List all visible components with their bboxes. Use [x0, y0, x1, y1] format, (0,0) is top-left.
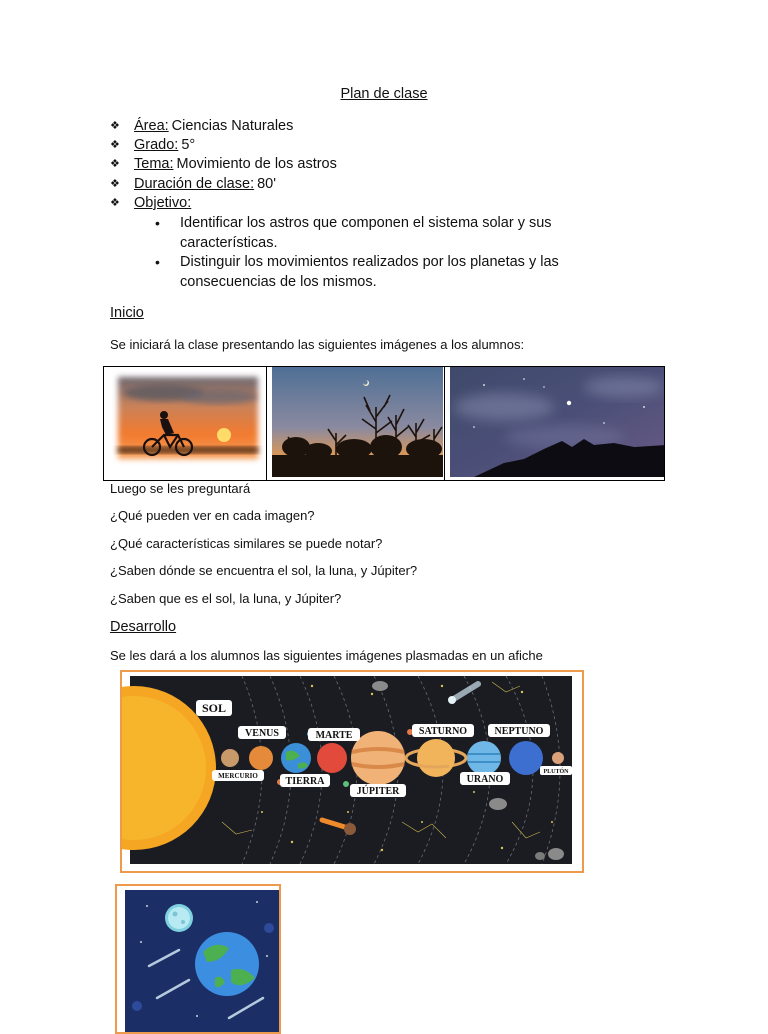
- page-title: Plan de clase: [340, 86, 428, 102]
- question-3: ¿Saben dónde se encuentra el sol, la luna, y Júpiter?: [110, 563, 418, 578]
- diamond-bullet-icon: ❖: [110, 158, 120, 171]
- svg-text:MARTE: MARTE: [315, 730, 353, 741]
- meta-row-tema: ❖ Tema: Movimiento de los astros: [110, 155, 337, 174]
- objective-item: • Distinguir los movimientos realizados por los planetas y las consecuencias de los mismos.: [155, 253, 605, 292]
- objectives-list: [155, 214, 605, 292]
- svg-text:SOL: SOL: [201, 701, 227, 715]
- night-mountain-image: [444, 367, 666, 480]
- svg-text:VENUS: VENUS: [245, 728, 279, 739]
- diamond-bullet-icon: ❖: [110, 120, 120, 132]
- inicio-after-text: Luego se les preguntará: [110, 481, 251, 496]
- svg-text:URANO: URANO: [466, 774, 504, 785]
- svg-text:TIERRA: TIERRA: [285, 776, 325, 787]
- bullet-dot-icon: •: [155, 215, 160, 231]
- section-heading-inicio: Inicio: [110, 305, 144, 321]
- svg-text:NEPTUNO: NEPTUNO: [494, 726, 544, 737]
- objective-item: • Identificar los astros que componen el sistema solar y sus características.: [155, 214, 605, 253]
- earth-moon-poster: [115, 884, 281, 1034]
- diamond-bullet-icon: ❖: [110, 177, 120, 190]
- meta-row-objetivo: ❖ Objetivo:: [110, 194, 337, 213]
- question-2: ¿Qué características similares se puede notar?: [110, 536, 383, 551]
- svg-text:MERCURIO: MERCURIO: [218, 772, 258, 780]
- meta-row-duracion: ❖ Duración de clase: 80': [110, 175, 337, 194]
- section-heading-desarrollo: Desarrollo: [110, 619, 177, 635]
- question-4: ¿Saben que es el sol, la luna, y Júpiter?: [110, 591, 342, 606]
- lesson-meta-list: [110, 117, 337, 213]
- solar-system-poster: [120, 670, 584, 873]
- svg-text:PLUTÓN: PLUTÓN: [543, 769, 569, 775]
- question-1: ¿Qué pueden ver en cada imagen?: [110, 508, 315, 523]
- diamond-bullet-icon: ❖: [110, 196, 120, 209]
- intro-images-row: [103, 366, 665, 481]
- desarrollo-intro-text: Se les dará a los alumnos las siguientes imágenes plasmadas en un afiche: [110, 648, 543, 663]
- svg-text:SATURNO: SATURNO: [418, 726, 468, 737]
- meta-row-grado: ❖ Grado: 5°: [110, 136, 337, 155]
- inicio-intro-text: Se iniciará la clase presentando las siguientes imágenes a los alumnos:: [110, 337, 525, 352]
- dusk-trees-image: [266, 367, 445, 480]
- meta-row-area: ❖ Área: Ciencias Naturales: [110, 117, 337, 136]
- svg-text:JÚPITER: JÚPITER: [356, 786, 400, 797]
- bullet-dot-icon: •: [155, 254, 160, 271]
- sunset-cyclist-image: [104, 367, 267, 480]
- diamond-bullet-icon: ❖: [110, 139, 120, 152]
